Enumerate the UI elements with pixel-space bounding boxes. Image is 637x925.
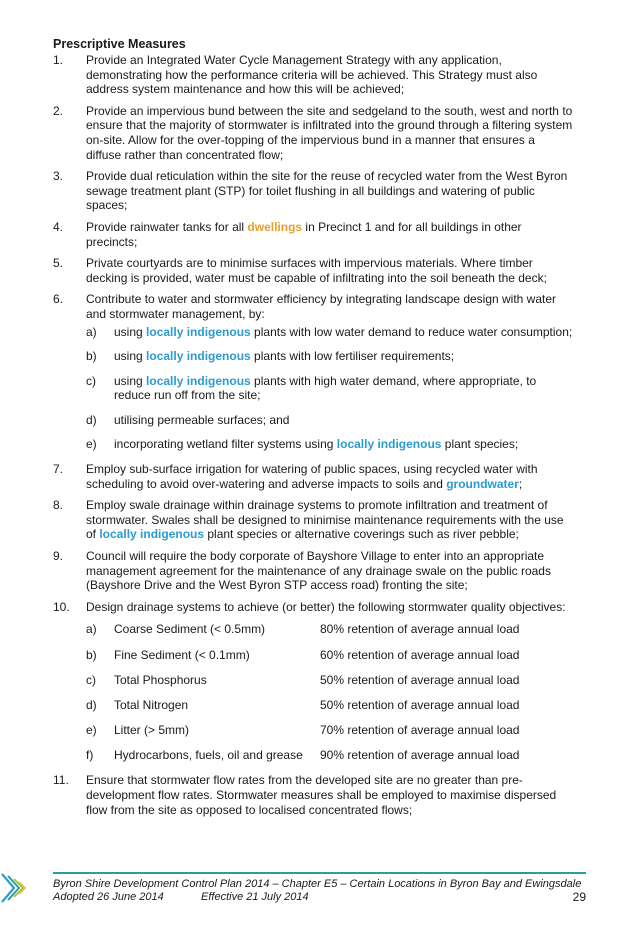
table-row	[86, 648, 573, 663]
table-row	[86, 723, 573, 738]
item-number: 2.	[53, 103, 64, 118]
footer-title: Byron Shire Development Control Plan 2014 – Chapter E5 – Certain Locations in Byron Bay and Ewingsdale	[53, 878, 582, 890]
glossary-link-dwellings[interactable]: dwellings	[247, 219, 303, 234]
item-text: Private courtyards are to minimise surfaces with impervious materials. Where timber decking is provided, water must be capable of infiltrating into the soil beneath the deck;	[86, 256, 547, 285]
item-text: Provide an impervious bund between the site and sedgeland to the south, west and north to ensure that the majority of stormwater is infiltrated into the ground through a filtering system on-site. Allow for the over-topping of the impervious bund in a manner that ensures a diffuse rather than concentrated flow;	[86, 103, 573, 162]
page-number: 29	[572, 890, 586, 904]
glossary-link-groundwater[interactable]: groundwater	[446, 476, 519, 491]
item-number: 1.	[53, 53, 64, 67]
byron-shire-logo-icon	[0, 870, 30, 906]
text-run: using	[114, 324, 147, 339]
item-text: Ensure that stormwater flow rates from the developed site are no greater than pre-development flow rates. Stormwater measures shall be employed to maximise dispersed flow from the site as opposed to localised concentrated flows;	[86, 773, 557, 817]
sub-letter: a)	[86, 324, 97, 339]
glossary-link-locally-indigenous[interactable]: locally indigenous	[146, 373, 251, 388]
row-letter: b)	[86, 647, 97, 662]
text-run: Employ sub-surface irrigation for watering of public spaces, using recycled water with scheduling to avoid over-watering and adverse impacts to soils and	[86, 462, 538, 491]
item-text-block	[86, 600, 573, 767]
item-number: 10.	[53, 599, 70, 614]
row-letter: f)	[86, 747, 94, 762]
text-run: plants with high water demand, where appropriate, to reduce run off from the site;	[114, 373, 537, 403]
text-run: plants with low water demand to reduce water consumption;	[250, 324, 573, 339]
item-number: 4.	[53, 219, 64, 234]
glossary-link-locally-indigenous[interactable]: locally indigenous	[146, 324, 251, 339]
pollutant-cell: Hydrocarbons, fuels, oil and grease	[114, 747, 303, 762]
item-text: Council will require the body corporate of Bayshore Village to enter into an appropriate management agreement for the maintenance of any drainage swale on the public roads (Bayshore Drive and the West Byron STP access road) fronting the site;	[86, 549, 551, 593]
text-run: Provide rainwater tanks for all	[86, 219, 248, 234]
item-number: 9.	[53, 549, 64, 564]
sub-list	[86, 325, 573, 453]
sub-item	[86, 413, 573, 428]
item-text: Provide an Integrated Water Cycle Management Strategy with any application, demonstrating how the performance criteria will be achieved. This Strategy must also address system maintenance and how this will be achieved;	[86, 53, 538, 97]
text-run: using	[114, 373, 147, 388]
section-heading: Prescriptive Measures	[53, 37, 186, 51]
sub-text	[114, 325, 573, 340]
target-cell: 50% retention of average annual load	[320, 672, 520, 687]
sub-text	[114, 374, 573, 403]
text-run: in Precinct 1 and for all buildings in other precincts;	[86, 219, 522, 249]
list-item	[53, 600, 573, 767]
list-item	[53, 256, 573, 285]
target-cell: 70% retention of average annual load	[320, 722, 520, 737]
text-run: Employ swale drainage within drainage systems to promote infiltration and treatment of stormwater. Swales shall be designed to minimise maintenance requirements with the use of	[86, 498, 564, 542]
sub-letter: e)	[86, 437, 97, 452]
target-cell: 80% retention of average annual load	[320, 622, 520, 637]
text-run: plant species or alternative coverings such as river pebble;	[204, 527, 519, 542]
objectives-table	[86, 622, 573, 762]
item-text: Contribute to water and stormwater efficiency by integrating landscape design with water and stormwater management, by:	[86, 292, 557, 321]
sub-letter: d)	[86, 412, 97, 427]
footer-meta	[53, 891, 586, 904]
sub-item	[86, 374, 573, 403]
row-letter: e)	[86, 722, 97, 737]
text-run: plant species;	[441, 437, 519, 452]
pollutant-cell: Total Phosphorus	[114, 672, 207, 687]
item-text	[86, 498, 573, 542]
sub-letter: c)	[86, 373, 96, 388]
sub-letter: b)	[86, 349, 97, 364]
sub-text	[114, 437, 573, 452]
pollutant-cell: Total Nitrogen	[114, 697, 189, 712]
list-item	[53, 53, 573, 97]
effective-date: Effective 21 July 2014	[201, 891, 309, 903]
row-letter: a)	[86, 622, 97, 637]
item-text	[86, 220, 573, 249]
document-body	[53, 37, 573, 824]
glossary-link-locally-indigenous[interactable]: locally indigenous	[99, 527, 205, 542]
table-row	[86, 748, 573, 763]
list-item	[53, 292, 573, 455]
measures-list	[53, 53, 573, 817]
sub-text: utilising permeable surfaces; and	[114, 412, 290, 427]
target-cell: 50% retention of average annual load	[320, 697, 520, 712]
text-run: incorporating wetland filter systems using	[114, 437, 337, 452]
item-number: 5.	[53, 256, 64, 271]
text-run: plants with low fertiliser requirements;	[250, 349, 455, 364]
list-item	[53, 462, 573, 491]
text-run: using	[114, 349, 147, 364]
pollutant-cell: Litter (> 5mm)	[114, 722, 190, 737]
sub-item	[86, 349, 573, 364]
list-item	[53, 169, 573, 213]
list-item	[53, 498, 573, 542]
list-item	[53, 220, 573, 249]
list-item	[53, 104, 573, 162]
item-number: 11.	[53, 773, 69, 788]
pollutant-cell: Coarse Sediment (< 0.5mm)	[114, 622, 266, 637]
table-row	[86, 698, 573, 713]
target-cell: 90% retention of average annual load	[320, 747, 520, 762]
item-text	[86, 462, 573, 491]
text-run: ;	[518, 476, 523, 491]
row-letter: c)	[86, 672, 96, 687]
table-row	[86, 673, 573, 688]
item-text: Provide dual reticulation within the site for the reuse of recycled water from the West Byron sewage treatment plant (STP) for toilet flushing in all buildings and watering of public spaces;	[86, 169, 568, 213]
adopted-date: Adopted 26 June 2014	[53, 891, 164, 903]
table-row	[86, 622, 573, 637]
item-text-block	[86, 292, 573, 455]
sub-text	[114, 349, 573, 364]
glossary-link-locally-indigenous[interactable]: locally indigenous	[146, 349, 251, 364]
item-text: Design drainage systems to achieve (or better) the following stormwater quality objectives:	[86, 599, 566, 614]
glossary-link-locally-indigenous[interactable]: locally indigenous	[336, 437, 442, 452]
sub-item	[86, 325, 573, 340]
list-item	[53, 773, 573, 817]
footer-divider	[53, 872, 586, 874]
item-number: 8.	[53, 498, 64, 513]
item-number: 7.	[53, 462, 64, 477]
item-number: 3.	[53, 169, 64, 184]
page-footer	[53, 878, 586, 904]
pollutant-cell: Fine Sediment (< 0.1mm)	[114, 647, 250, 662]
sub-item	[86, 437, 573, 452]
row-letter: d)	[86, 697, 97, 712]
list-item	[53, 549, 573, 593]
item-number: 6.	[53, 292, 64, 307]
target-cell: 60% retention of average annual load	[320, 647, 520, 662]
